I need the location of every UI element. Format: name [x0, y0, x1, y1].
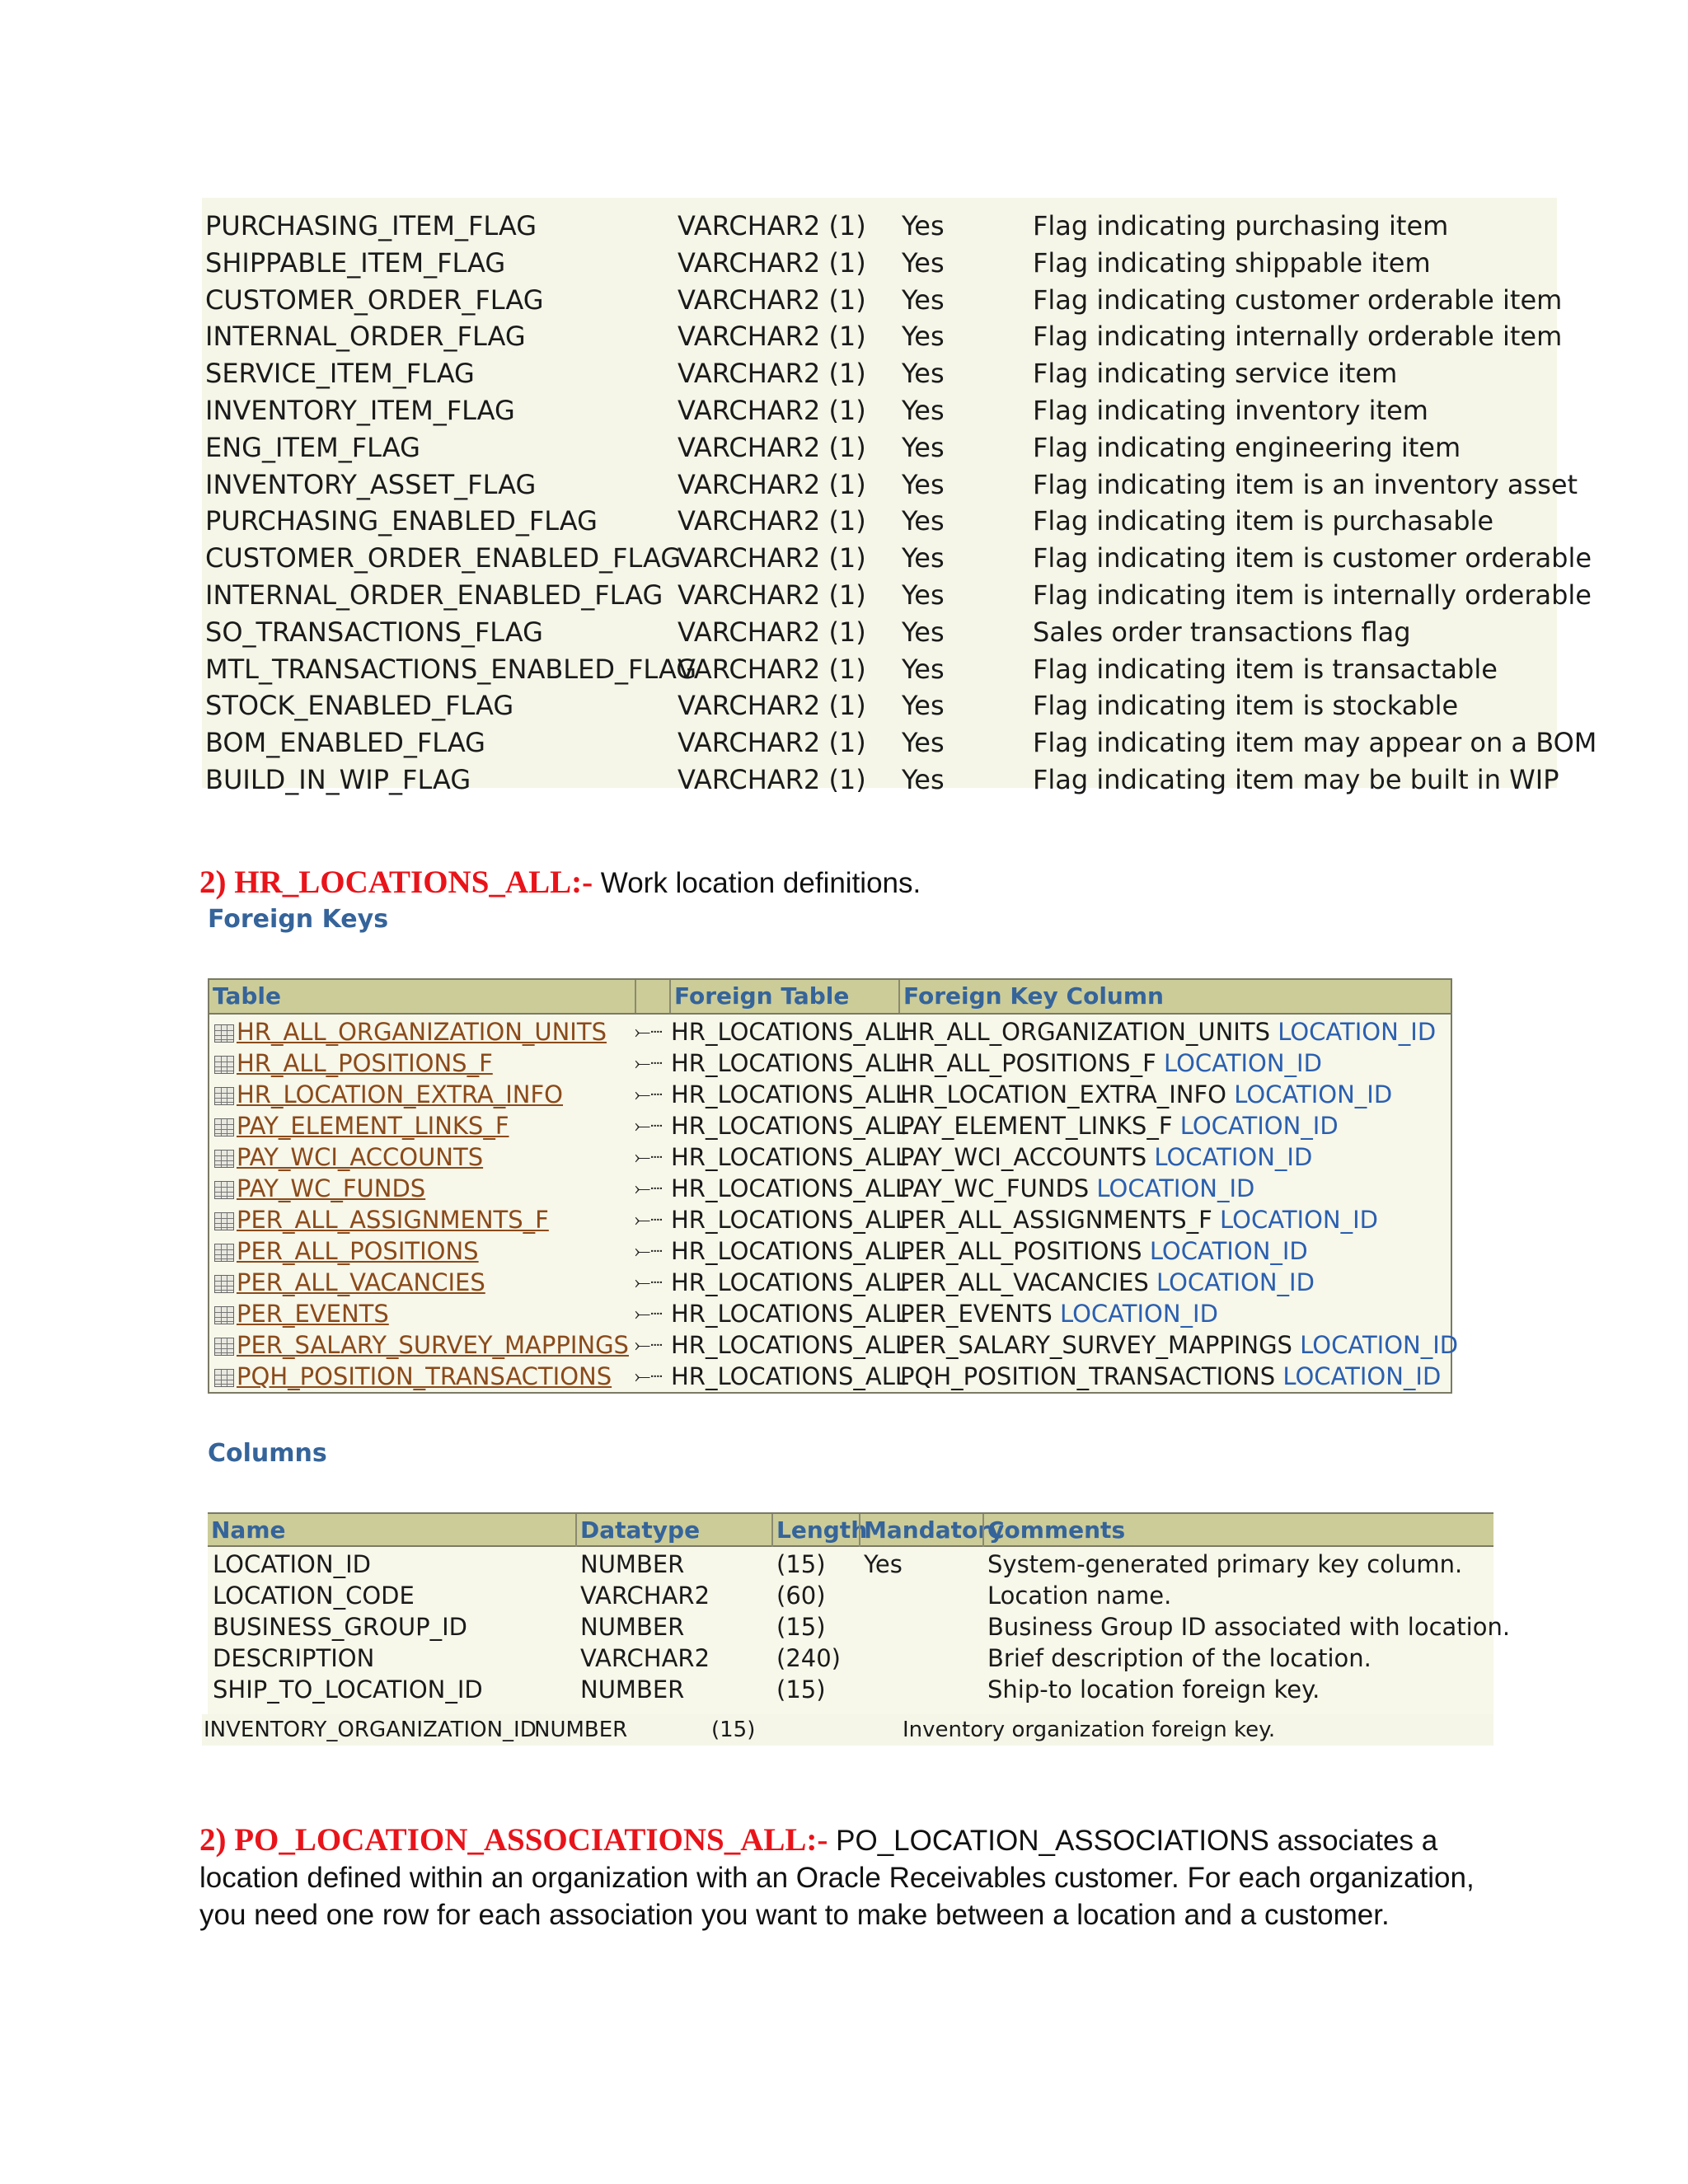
flag-column-description: Flag indicating item may appear on a BOM: [1033, 727, 1597, 759]
flag-column-name: CUSTOMER_ORDER_FLAG: [205, 284, 544, 316]
flag-column-nullable: Yes: [902, 542, 945, 574]
fk-arrow-icon: ⤚┈: [635, 1114, 663, 1137]
fk-foreign-table: HR_LOCATIONS_ALL: [671, 1080, 909, 1108]
flag-column-nullable: Yes: [902, 284, 945, 316]
fk-table-row: [209, 1361, 1451, 1392]
column-datatype: NUMBER: [580, 1550, 685, 1578]
flag-table-row: [202, 762, 1557, 799]
fk-key-table: PER_EVENTS: [900, 1300, 1053, 1328]
flag-column-description: Flag indicating item is internally orderable: [1033, 579, 1592, 611]
flag-column-datatype: VARCHAR2 (1): [678, 579, 866, 611]
fk-source-table-link[interactable]: HR_ALL_POSITIONS_F: [237, 1049, 493, 1077]
fk-foreign-table: HR_LOCATIONS_ALL: [671, 1237, 909, 1265]
extra-row-comments: Inventory organization foreign key.: [903, 1718, 1276, 1742]
flag-column-nullable: Yes: [902, 579, 945, 611]
column-datatype: NUMBER: [580, 1675, 685, 1704]
flag-column-nullable: Yes: [902, 321, 945, 353]
flag-column-name: SERVICE_ITEM_FLAG: [205, 358, 475, 390]
section-paragraph-po-location-associations: [199, 1821, 1485, 1933]
table-grid-icon: [214, 1087, 234, 1105]
flag-column-datatype: VARCHAR2 (1): [678, 284, 866, 316]
column-datatype: VARCHAR2: [580, 1644, 710, 1672]
flag-column-description: Flag indicating inventory item: [1033, 395, 1428, 426]
flag-column-description: Flag indicating service item: [1033, 358, 1398, 390]
table-grid-icon: [214, 1275, 234, 1293]
fk-arrow-icon: ⤚┈: [635, 1052, 663, 1075]
flag-column-name: MTL_TRANSACTIONS_ENABLED_FLAG: [205, 653, 697, 685]
extra-row-datatype: NUMBER: [534, 1718, 628, 1742]
fk-source-table-cell: [214, 1361, 612, 1392]
flag-column-name: SO_TRANSACTIONS_FLAG: [205, 616, 543, 648]
column-name: LOCATION_CODE: [213, 1582, 415, 1610]
fk-arrow-icon: ⤚┈: [635, 1146, 663, 1169]
column-comments: Brief description of the location.: [987, 1644, 1372, 1672]
fk-key-column: [900, 1079, 1392, 1110]
cols-header-name: Name: [211, 1516, 286, 1544]
fk-key-table: PER_SALARY_SURVEY_MAPPINGS: [900, 1331, 1292, 1359]
fk-key-column: [900, 1298, 1218, 1329]
table-grid-icon: [214, 1150, 234, 1168]
flag-column-name: INVENTORY_ASSET_FLAG: [205, 468, 537, 500]
fk-source-table-cell: [214, 1047, 493, 1079]
flag-column-name: CUSTOMER_ORDER_ENABLED_FLAG: [205, 542, 682, 574]
fk-source-table-link[interactable]: PER_ALL_VACANCIES: [237, 1268, 485, 1296]
flag-column-description: Flag indicating item may be built in WIP: [1033, 764, 1559, 795]
fk-foreign-table: HR_LOCATIONS_ALL: [671, 1300, 909, 1328]
fk-key-column: [900, 1267, 1315, 1298]
flag-column-datatype: VARCHAR2 (1): [678, 727, 866, 759]
fk-source-table-link[interactable]: PAY_ELEMENT_LINKS_F: [237, 1112, 509, 1140]
cols-header-length: Length: [771, 1514, 859, 1547]
fk-key-column: [900, 1047, 1322, 1079]
fk-table-row: [209, 1079, 1451, 1110]
column-comments: System-generated primary key column.: [987, 1550, 1463, 1578]
fk-source-table-link[interactable]: PER_EVENTS: [237, 1300, 389, 1328]
flag-column-nullable: Yes: [902, 616, 945, 648]
column-mandatory: Yes: [864, 1550, 903, 1578]
flag-column-description: Flag indicating internally orderable item: [1033, 321, 1563, 353]
table-grid-icon: [214, 1338, 234, 1356]
fk-key-column: [900, 1204, 1378, 1235]
section-heading-hr-locations: [199, 864, 921, 902]
cols-header-mandatory: Mandatory: [859, 1514, 982, 1547]
flag-column-datatype: VARCHAR2 (1): [678, 431, 866, 463]
table-grid-icon: [214, 1181, 234, 1199]
fk-source-table-cell: [214, 1141, 483, 1173]
flag-column-datatype: VARCHAR2 (1): [678, 764, 866, 795]
fk-key-table: PAY_WCI_ACCOUNTS: [900, 1143, 1147, 1171]
fk-key-column: [900, 1329, 1458, 1361]
fk-table-row: [209, 1235, 1451, 1267]
columns-label: Columns: [208, 1439, 327, 1468]
column-datatype: VARCHAR2: [580, 1582, 710, 1610]
flag-column-name: BUILD_IN_WIP_FLAG: [205, 764, 471, 795]
fk-source-table-link[interactable]: PER_SALARY_SURVEY_MAPPINGS: [237, 1331, 629, 1359]
fk-arrow-icon: ⤚┈: [635, 1020, 663, 1043]
fk-arrow-icon: ⤚┈: [635, 1271, 663, 1294]
flag-table-row: [202, 355, 1557, 392]
fk-source-table-cell: [214, 1267, 485, 1298]
fk-key-column-name: LOCATION_ID: [1220, 1206, 1379, 1234]
flag-column-nullable: Yes: [902, 431, 945, 463]
fk-key-column: [900, 1016, 1436, 1047]
extra-row-name: INVENTORY_ORGANIZATION_ID: [204, 1718, 537, 1742]
flag-column-name: PURCHASING_ITEM_FLAG: [205, 210, 537, 241]
fk-foreign-table: HR_LOCATIONS_ALL: [671, 1112, 909, 1140]
flag-column-description: Flag indicating item is stockable: [1033, 690, 1459, 722]
table-grid-icon: [214, 1244, 234, 1262]
fk-source-table-cell: [214, 1079, 563, 1110]
fk-arrow-icon: ⤚┈: [635, 1240, 663, 1263]
column-length: (15): [776, 1613, 826, 1641]
fk-source-table-link[interactable]: PAY_WCI_ACCOUNTS: [237, 1143, 484, 1171]
fk-foreign-table: HR_LOCATIONS_ALL: [671, 1362, 909, 1390]
fk-key-column-name: LOCATION_ID: [1278, 1018, 1437, 1046]
fk-key-table: PAY_ELEMENT_LINKS_F: [900, 1112, 1173, 1140]
flag-column-datatype: VARCHAR2 (1): [678, 616, 866, 648]
fk-key-column-name: LOCATION_ID: [1154, 1143, 1313, 1171]
flag-column-datatype: VARCHAR2 (1): [678, 542, 866, 574]
fk-arrow-icon: ⤚┈: [635, 1333, 663, 1357]
table-grid-icon: [214, 1118, 234, 1137]
fk-key-column-name: LOCATION_ID: [1234, 1080, 1393, 1108]
fk-key-column: [900, 1141, 1312, 1173]
flag-column-nullable: Yes: [902, 505, 945, 537]
flag-table-row: [202, 245, 1557, 282]
fk-foreign-table: HR_LOCATIONS_ALL: [671, 1206, 909, 1234]
flag-table-row: [202, 318, 1563, 355]
fk-foreign-table: HR_LOCATIONS_ALL: [671, 1143, 909, 1171]
fk-key-column-name: LOCATION_ID: [1059, 1300, 1218, 1328]
fk-source-table-link[interactable]: PER_ALL_POSITIONS: [237, 1237, 479, 1265]
flag-column-description: Flag indicating item is transactable: [1033, 653, 1498, 685]
flag-column-name: INTERNAL_ORDER_FLAG: [205, 321, 526, 353]
fk-source-table-link[interactable]: PQH_POSITION_TRANSACTIONS: [237, 1362, 612, 1390]
section-title: 2) HR_LOCATIONS_ALL:-: [199, 865, 593, 900]
fk-key-table: PER_ALL_POSITIONS: [900, 1237, 1142, 1265]
column-name: BUSINESS_GROUP_ID: [213, 1613, 467, 1641]
fk-key-column-name: LOCATION_ID: [1096, 1174, 1255, 1202]
fk-key-column-name: LOCATION_ID: [1149, 1237, 1308, 1265]
flag-column-description: Flag indicating purchasing item: [1033, 210, 1449, 241]
fk-source-table-cell: [214, 1110, 509, 1141]
flag-table-row: [202, 540, 1592, 577]
flag-table-row: [202, 282, 1563, 319]
fk-table-row: [209, 1047, 1451, 1079]
fk-arrow-icon: ⤚┈: [635, 1365, 663, 1388]
columns-table: [208, 1512, 1511, 1717]
flag-column-name: STOCK_ENABLED_FLAG: [205, 690, 514, 722]
fk-key-table: HR_LOCATION_EXTRA_INFO: [900, 1080, 1226, 1108]
fk-table-row: [209, 1016, 1451, 1047]
column-comments: Location name.: [987, 1582, 1172, 1610]
fk-foreign-table: HR_LOCATIONS_ALL: [671, 1174, 909, 1202]
fk-key-table: PER_ALL_VACANCIES: [900, 1268, 1149, 1296]
fk-header-table: Table: [213, 982, 282, 1010]
table-grid-icon: [214, 1056, 234, 1074]
fk-key-table: HR_ALL_ORGANIZATION_UNITS: [900, 1018, 1270, 1046]
columns-table-row: [208, 1643, 1493, 1674]
fk-key-column-name: LOCATION_ID: [1156, 1268, 1315, 1296]
flag-column-datatype: VARCHAR2 (1): [678, 653, 866, 685]
column-length: (15): [776, 1550, 826, 1578]
flag-column-description: Flag indicating item is purchasable: [1033, 505, 1494, 537]
fk-header-row: [209, 980, 1451, 1015]
column-length: (240): [776, 1644, 841, 1672]
fk-table-row: [209, 1204, 1451, 1235]
extra-row-length: (15): [711, 1718, 756, 1742]
fk-source-table-link[interactable]: HR_ALL_ORGANIZATION_UNITS: [237, 1018, 607, 1046]
flag-column-description: Flag indicating item is customer orderable: [1033, 542, 1592, 574]
flag-column-name: SHIPPABLE_ITEM_FLAG: [205, 246, 506, 279]
flag-column-description: Flag indicating customer orderable item: [1033, 284, 1563, 316]
fk-source-table-cell: [214, 1329, 629, 1361]
flag-table-row: [202, 429, 1557, 466]
cols-header-comments: Comments: [982, 1514, 1493, 1547]
fk-table-row: [209, 1329, 1459, 1361]
fk-key-column: [900, 1361, 1441, 1392]
flag-column-description: Flag indicating item is an inventory asset: [1033, 468, 1578, 500]
fk-source-table-link[interactable]: PAY_WC_FUNDS: [237, 1174, 426, 1202]
cols-header-datatype: Datatype: [575, 1514, 771, 1547]
section-subtitle: Work location definitions.: [593, 867, 921, 899]
flag-column-nullable: Yes: [902, 246, 945, 279]
flag-column-description: Sales order transactions flag: [1033, 616, 1411, 648]
flag-column-nullable: Yes: [902, 690, 945, 722]
columns-table-row: [208, 1549, 1493, 1580]
column-name: SHIP_TO_LOCATION_ID: [213, 1675, 483, 1704]
fk-arrow-icon: ⤚┈: [635, 1177, 663, 1200]
flag-column-datatype: VARCHAR2 (1): [678, 358, 866, 390]
column-name: LOCATION_ID: [213, 1550, 371, 1578]
fk-header-foreign-key-column: Foreign Key Column: [898, 980, 1451, 1013]
section2-body: PO_LOCATION_ASSOCIATIONS associates a location defined within an organization with an Oracle Receivables customer. For each organization, you need one row for each association you want to make between a location and a customer.: [199, 1825, 1475, 1931]
flag-table-row: [202, 651, 1557, 688]
fk-table-row: [209, 1141, 1451, 1173]
columns-table-row: [208, 1611, 1511, 1643]
columns-table-row: [208, 1674, 1493, 1705]
section2-title: 2) PO_LOCATION_ASSOCIATIONS_ALL:-: [199, 1822, 828, 1858]
fk-table-row: [209, 1267, 1451, 1298]
flag-column-datatype: VARCHAR2 (1): [678, 246, 866, 279]
fk-foreign-table: HR_LOCATIONS_ALL: [671, 1331, 909, 1359]
flag-column-datatype: VARCHAR2 (1): [678, 505, 866, 537]
flag-column-name: PURCHASING_ENABLED_FLAG: [205, 505, 598, 537]
flags-table: [202, 198, 1597, 795]
fk-header-arrow-col: [635, 980, 669, 1013]
flag-column-description: Flag indicating shippable item: [1033, 246, 1431, 279]
fk-key-table: PQH_POSITION_TRANSACTIONS: [900, 1362, 1276, 1390]
flag-column-datatype: VARCHAR2 (1): [678, 468, 866, 500]
fk-header-foreign-table: Foreign Table: [669, 980, 898, 1013]
fk-foreign-table: HR_LOCATIONS_ALL: [671, 1268, 909, 1296]
flag-column-datatype: VARCHAR2 (1): [678, 690, 866, 722]
flag-column-nullable: Yes: [902, 764, 945, 795]
foreign-keys-label: Foreign Keys: [208, 905, 389, 934]
fk-source-table-cell: [214, 1016, 607, 1047]
flag-table-row: [202, 466, 1578, 504]
column-comments: Business Group ID associated with location.: [987, 1613, 1511, 1641]
fk-source-table-link[interactable]: PER_ALL_ASSIGNMENTS_F: [237, 1206, 549, 1234]
flag-column-name: INTERNAL_ORDER_ENABLED_FLAG: [205, 579, 663, 611]
flag-column-name: BOM_ENABLED_FLAG: [205, 727, 485, 759]
fk-key-column: [900, 1173, 1254, 1204]
fk-arrow-icon: ⤚┈: [635, 1208, 663, 1231]
column-name: DESCRIPTION: [213, 1644, 375, 1672]
fk-key-table: HR_ALL_POSITIONS_F: [900, 1049, 1156, 1077]
flag-column-nullable: Yes: [902, 395, 945, 426]
fk-table-row: [209, 1173, 1451, 1204]
flag-column-name: INVENTORY_ITEM_FLAG: [205, 395, 515, 426]
flag-column-description: Flag indicating engineering item: [1033, 431, 1461, 463]
flag-column-datatype: VARCHAR2 (1): [678, 395, 866, 426]
fk-foreign-table: HR_LOCATIONS_ALL: [671, 1018, 909, 1046]
column-length: (60): [776, 1582, 826, 1610]
foreign-keys-table: [208, 978, 1459, 1394]
flag-table-row: [202, 724, 1597, 762]
column-datatype: NUMBER: [580, 1613, 685, 1641]
fk-key-column: [900, 1235, 1308, 1267]
flag-column-nullable: Yes: [902, 653, 945, 685]
flag-column-datatype: VARCHAR2 (1): [678, 210, 866, 241]
flag-column-nullable: Yes: [902, 727, 945, 759]
fk-table-row: [209, 1298, 1451, 1329]
flag-column-datatype: VARCHAR2 (1): [678, 321, 866, 353]
flag-table-row: [202, 208, 1557, 245]
fk-key-table: PAY_WC_FUNDS: [900, 1174, 1090, 1202]
table-grid-icon: [214, 1369, 234, 1387]
table-grid-icon: [214, 1306, 234, 1324]
column-comments: Ship-to location foreign key.: [987, 1675, 1320, 1704]
flag-table-row: [202, 577, 1592, 614]
fk-key-column: [900, 1110, 1339, 1141]
fk-table-row: [209, 1110, 1451, 1141]
fk-key-column-name: LOCATION_ID: [1282, 1362, 1442, 1390]
fk-key-column-name: LOCATION_ID: [1300, 1331, 1459, 1359]
column-length: (15): [776, 1675, 826, 1704]
fk-key-table: PER_ALL_ASSIGNMENTS_F: [900, 1206, 1212, 1234]
flag-table-row: [202, 392, 1557, 429]
extra-column-row: [202, 1714, 1493, 1746]
flag-column-nullable: Yes: [902, 468, 945, 500]
flag-column-nullable: Yes: [902, 210, 945, 241]
fk-source-table-cell: [214, 1204, 549, 1235]
fk-arrow-icon: ⤚┈: [635, 1083, 663, 1106]
flag-column-name: ENG_ITEM_FLAG: [205, 431, 420, 463]
fk-key-column-name: LOCATION_ID: [1163, 1049, 1322, 1077]
flag-table-row: [202, 503, 1557, 540]
flag-table-row: [202, 614, 1557, 651]
table-grid-icon: [214, 1212, 234, 1230]
flag-column-nullable: Yes: [902, 358, 945, 390]
fk-source-table-link[interactable]: HR_LOCATION_EXTRA_INFO: [237, 1080, 563, 1108]
fk-key-column-name: LOCATION_ID: [1179, 1112, 1339, 1140]
fk-source-table-cell: [214, 1235, 479, 1267]
fk-source-table-cell: [214, 1173, 425, 1204]
fk-foreign-table: HR_LOCATIONS_ALL: [671, 1049, 909, 1077]
fk-source-table-cell: [214, 1298, 389, 1329]
columns-table-row: [208, 1580, 1493, 1611]
fk-arrow-icon: ⤚┈: [635, 1302, 663, 1325]
flag-table-row: [202, 687, 1557, 724]
table-grid-icon: [214, 1024, 234, 1043]
cols-header-row: [208, 1512, 1493, 1547]
